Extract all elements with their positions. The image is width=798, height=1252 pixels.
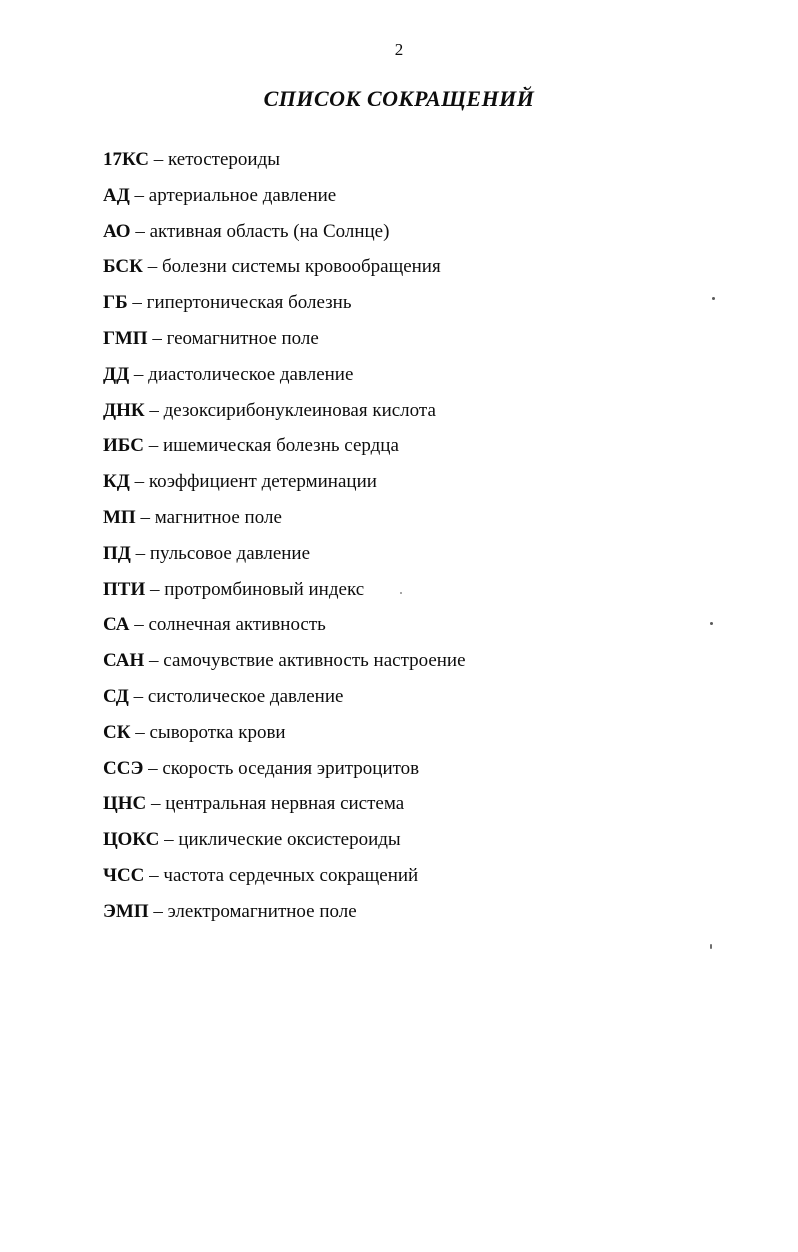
abbreviation-term: ЦНС bbox=[103, 793, 147, 815]
abbreviation-term: ЦОКС bbox=[103, 829, 160, 851]
abbreviation-definition: систолическое давление bbox=[147, 685, 344, 707]
list-item bbox=[103, 357, 723, 393]
abbreviation-term: ЭМП bbox=[103, 900, 149, 922]
abbreviation-dash: – bbox=[149, 864, 159, 886]
abbreviation-definition: центральная нервная система bbox=[165, 793, 405, 815]
abbreviation-definition: частота сердечных сокращений bbox=[163, 864, 419, 886]
abbreviation-dash: – bbox=[134, 471, 145, 493]
abbreviation-term: СД bbox=[103, 685, 129, 707]
abbreviation-definition: коэффициент детерминации bbox=[148, 471, 377, 493]
abbreviation-definition: гипертоническая болезнь bbox=[146, 292, 352, 314]
list-item bbox=[103, 178, 723, 214]
abbreviation-term: ГБ bbox=[103, 292, 128, 314]
abbreviation-dash: – bbox=[133, 685, 144, 707]
abbreviation-definition: электромагнитное поле bbox=[167, 900, 357, 922]
page-number: 2 bbox=[394, 40, 404, 59]
abbreviation-term: ДНК bbox=[103, 399, 145, 421]
list-item bbox=[103, 607, 723, 643]
abbreviation-term: БСК bbox=[103, 256, 143, 278]
list-item bbox=[103, 249, 723, 285]
list-item bbox=[103, 142, 723, 178]
page-title: СПИСОК СОКРАЩЕНИЙ bbox=[263, 85, 535, 111]
abbreviation-definition: диастолическое давление bbox=[148, 363, 354, 385]
abbreviation-term: ССЭ bbox=[103, 757, 144, 779]
abbreviation-dash: – bbox=[134, 184, 145, 206]
abbreviation-definition: скорость оседания эритроцитов bbox=[162, 757, 420, 779]
abbreviation-term: 17КС bbox=[103, 149, 150, 170]
abbreviation-dash: – bbox=[152, 327, 162, 349]
abbreviation-dash: – bbox=[153, 900, 163, 922]
abbreviation-definition: артериальное давление bbox=[148, 184, 337, 206]
list-item bbox=[103, 643, 723, 679]
abbreviation-term: ДД bbox=[103, 363, 130, 385]
abbreviation-term: САН bbox=[103, 650, 145, 672]
scan-speck bbox=[400, 592, 402, 594]
abbreviation-dash: – bbox=[135, 721, 145, 743]
list-item bbox=[103, 428, 723, 464]
abbreviation-dash: – bbox=[135, 542, 146, 564]
abbreviation-dash: – bbox=[132, 292, 142, 314]
list-item bbox=[103, 393, 723, 429]
abbreviation-definition: циклические оксистероиды bbox=[178, 829, 401, 851]
abbreviation-list bbox=[103, 142, 723, 930]
abbreviation-definition: пульсовое давление bbox=[149, 542, 311, 564]
abbreviation-definition: солнечная активность bbox=[148, 614, 326, 636]
abbreviation-dash: – bbox=[149, 399, 159, 421]
list-item bbox=[103, 285, 723, 321]
list-item bbox=[103, 786, 723, 822]
scan-speck bbox=[712, 297, 715, 300]
abbreviation-definition: протромбиновый индекс bbox=[164, 578, 365, 600]
abbreviation-dash: – bbox=[153, 149, 164, 170]
abbreviation-term: ГМП bbox=[103, 327, 148, 349]
list-item bbox=[103, 715, 723, 751]
abbreviation-definition: болезни системы кровообращения bbox=[161, 256, 441, 278]
abbreviation-term: АО bbox=[103, 220, 131, 242]
list-item bbox=[103, 751, 723, 787]
abbreviation-dash: – bbox=[147, 256, 158, 278]
abbreviation-term: ИБС bbox=[103, 435, 144, 457]
abbreviation-definition: ишемическая болезнь сердца bbox=[162, 435, 399, 457]
abbreviation-definition: кетостероиды bbox=[168, 149, 281, 170]
list-item bbox=[103, 858, 723, 894]
abbreviation-term: ПД bbox=[103, 542, 131, 564]
list-item bbox=[103, 464, 723, 500]
abbreviation-definition: магнитное поле bbox=[154, 506, 282, 528]
scan-speck bbox=[710, 622, 713, 625]
abbreviation-definition: дезоксирибонуклеиновая кислота bbox=[163, 399, 436, 421]
abbreviation-definition: самочувствие активность настроение bbox=[163, 650, 466, 672]
list-item bbox=[103, 214, 723, 250]
abbreviation-term: ПТИ bbox=[103, 578, 146, 600]
abbreviation-definition: сыворотка крови bbox=[149, 721, 286, 743]
list-item bbox=[103, 500, 723, 536]
abbreviation-dash: – bbox=[151, 793, 161, 815]
abbreviation-dash: – bbox=[140, 506, 150, 528]
scan-speck bbox=[710, 944, 712, 949]
abbreviation-dash: – bbox=[148, 757, 158, 779]
abbreviation-dash: – bbox=[133, 363, 144, 385]
abbreviation-dash: – bbox=[149, 650, 159, 672]
abbreviation-term: ЧСС bbox=[103, 864, 145, 886]
abbreviation-term: МП bbox=[103, 506, 136, 528]
abbreviation-dash: – bbox=[149, 578, 160, 600]
abbreviation-definition: активная область (на Солнце) bbox=[149, 220, 390, 242]
abbreviation-term: КД bbox=[103, 471, 130, 493]
abbreviation-dash: – bbox=[148, 435, 159, 457]
abbreviation-term: СК bbox=[103, 721, 131, 743]
list-item bbox=[103, 894, 723, 930]
abbreviation-dash: – bbox=[135, 220, 145, 242]
abbreviation-dash: – bbox=[134, 614, 144, 636]
list-item bbox=[103, 536, 723, 572]
abbreviation-term: АД bbox=[103, 184, 130, 206]
list-item bbox=[103, 822, 723, 858]
abbreviation-definition: геомагнитное поле bbox=[166, 327, 319, 349]
list-item bbox=[103, 572, 723, 608]
list-item bbox=[103, 679, 723, 715]
abbreviation-term: СА bbox=[103, 614, 130, 636]
abbreviation-dash: – bbox=[164, 829, 174, 851]
list-item bbox=[103, 321, 723, 357]
